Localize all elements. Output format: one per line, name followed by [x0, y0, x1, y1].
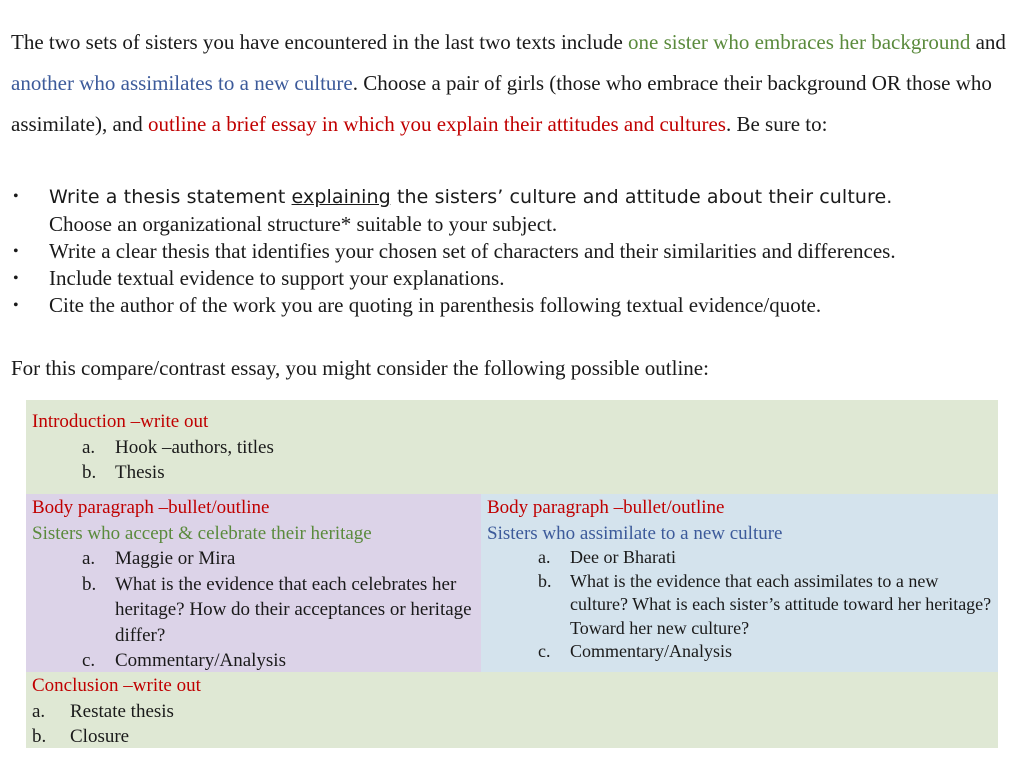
requirement-text: Write a thesis statement [49, 186, 292, 208]
requirement-text: Write a clear thesis that identifies your chosen set of characters and their similarities and differences. [49, 239, 896, 263]
list-marker: b. [32, 726, 47, 747]
requirement-item [11, 183, 1016, 238]
list-item [32, 699, 992, 725]
body-right-subheading: Sisters who assimilate to a new culture [487, 522, 783, 544]
body-left-subheading: Sisters who accept & celebrate their heritage [32, 522, 372, 544]
conclusion-cell [26, 672, 998, 748]
list-item-text: What is the evidence that each celebrates her heritage? How do their acceptances or heritage differ? [115, 573, 472, 646]
underlined-word: explaining [291, 186, 391, 208]
list-item-text: Thesis [115, 462, 165, 483]
list-item-text: Commentary/Analysis [570, 641, 732, 661]
list-item-text: Closure [70, 726, 130, 747]
list-item [487, 640, 992, 664]
list-item [487, 546, 992, 570]
list-item [32, 460, 992, 486]
list-marker: c. [82, 650, 96, 671]
requirements-list [11, 183, 1016, 319]
body-row [26, 494, 998, 672]
list-item [32, 648, 475, 674]
list-item-text: Hook –authors, titles [115, 436, 274, 458]
requirement-text: Cite the author of the work you are quoting in parenthesis following textual evidence/quote. [49, 293, 822, 317]
bullet-icon: • [13, 297, 19, 314]
conclusion-heading: Conclusion –write out [32, 675, 201, 696]
outline-lead: For this compare/contrast essay, you might consider the following possible outline: [11, 356, 709, 380]
intro-text: The two sets of sisters you have encountered in the last two texts include [11, 30, 629, 54]
list-item-text: Maggie or Mira [115, 548, 236, 569]
list-item [32, 435, 992, 461]
introduction-heading: Introduction –write out [32, 411, 209, 432]
requirement-text: Include textual evidence to support your explanations. [49, 266, 505, 290]
list-marker: a. [32, 700, 46, 722]
list-item [32, 724, 992, 750]
body-left-heading: Body paragraph –bullet/outline [32, 497, 270, 518]
bullet-icon: • [13, 270, 19, 287]
assignment-intro [11, 22, 1016, 145]
intro-text: and [970, 30, 1006, 54]
requirement-text: Choose an organizational structure* suitable to your subject. [49, 212, 558, 236]
list-marker: a. [82, 548, 96, 569]
body-right-heading: Body paragraph –bullet/outline [487, 497, 725, 518]
list-marker: a. [538, 547, 551, 567]
list-item-text: Restate thesis [70, 700, 174, 722]
list-marker: b. [82, 462, 97, 483]
list-marker: a. [82, 436, 96, 458]
list-marker: b. [538, 570, 552, 591]
requirement-item [11, 265, 1016, 292]
list-item [32, 546, 475, 572]
intro-text: . Be sure to: [725, 112, 828, 136]
bullet-icon: • [13, 188, 19, 205]
assimilate-highlight: another who assimilates to a new culture [11, 71, 353, 95]
body-right-cell [481, 494, 998, 672]
outline-highlight: outline a brief essay in which you explain their attitudes and cultures [148, 112, 726, 136]
list-item [32, 572, 475, 649]
list-item [487, 570, 992, 641]
body-left-cell [26, 494, 481, 672]
introduction-cell [26, 400, 998, 494]
list-item-text: Dee or Bharati [570, 547, 676, 567]
list-item-text: Commentary/Analysis [115, 650, 286, 671]
list-marker: b. [82, 573, 97, 595]
list-item-text: What is the evidence that each assimilates to a new culture? What is each sister’s attitude toward her heritage? Toward her new culture? [570, 570, 992, 638]
bullet-icon: • [13, 243, 19, 260]
requirement-item [11, 238, 1016, 265]
requirement-item [11, 292, 1016, 319]
requirement-text: the sisters’ culture and attitude about their culture. [390, 186, 893, 208]
list-marker: c. [538, 641, 551, 661]
intro-text: . Choose a pair of girls (those who embrace their background OR those who assimilate), and [11, 71, 992, 136]
embrace-highlight: one sister who embraces her background [628, 30, 971, 54]
